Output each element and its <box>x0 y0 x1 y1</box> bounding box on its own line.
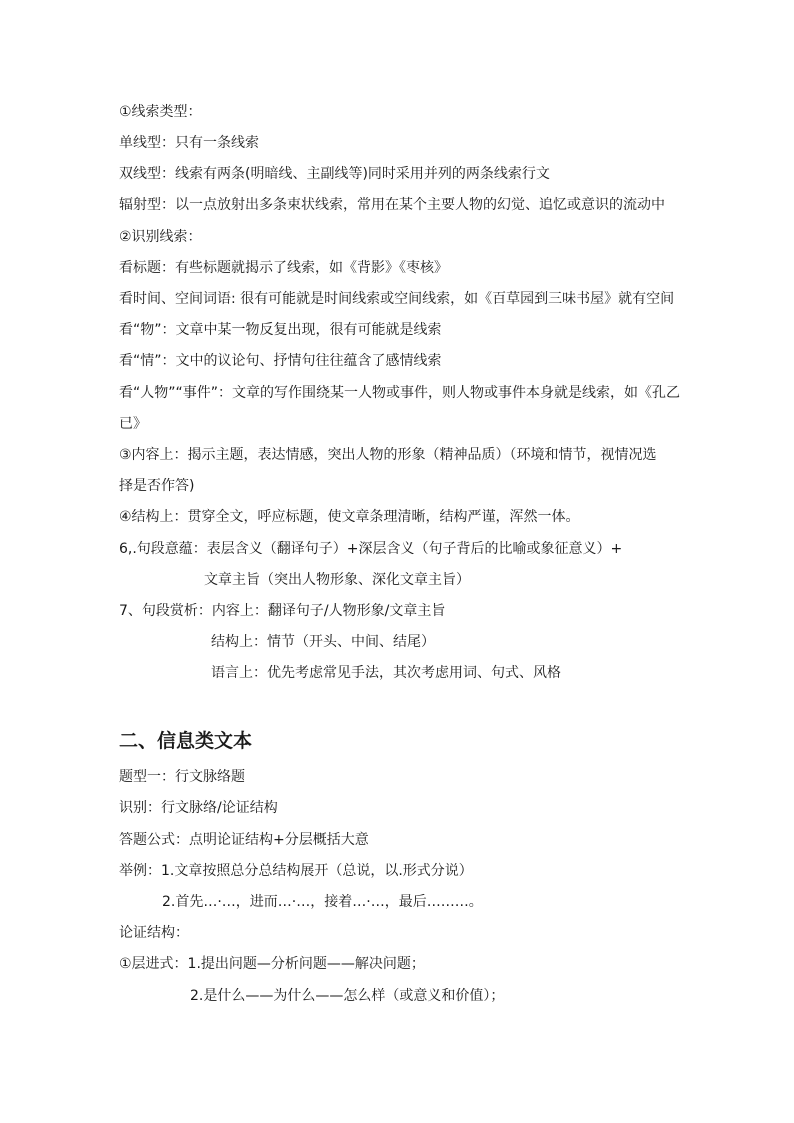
look-at-title: 看标题：有些标题就揭示了线索，如《背影》《枣核》 <box>119 260 448 276</box>
example-line-2: 2.首先…·…，进而…·…，接着…·…，最后………。 <box>162 894 483 910</box>
content-function: ③内容上：揭示主题，表达情感，突出人物的形象（精神品质）（环境和情节，视情况选 <box>119 447 657 463</box>
argument-structure-title: 论证结构： <box>119 925 189 941</box>
sentence-meaning-cont: 文章主旨（突出人物形象、深化文章主旨） <box>204 572 470 588</box>
structure-function: ④结构上：贯穿全文，呼应标题，使文章条理清晰，结构严谨，浑然一体。 <box>119 509 580 525</box>
section-heading: 二、信息类文本 <box>119 730 253 752</box>
question-type-one: 题型一：行文脉络题 <box>119 769 245 785</box>
progressive-structure-1: ①层进式：1.提出问题—分析问题——解决问题； <box>119 956 425 972</box>
look-at-object: 看“物”：文章中某一物反复出现，很有可能就是线索 <box>119 322 442 338</box>
answer-formula: 答题公式：点明论证结构+分层概括大意 <box>119 832 369 848</box>
sentence-appreciation-structure: 结构上：情节（开头、中间、结尾） <box>211 634 435 650</box>
sentence-appreciation-language: 语言上：优先考虑常见手法，其次考虑用词、句式、风格 <box>211 665 561 681</box>
content-function-cont: 择是否作答) <box>119 478 195 494</box>
identify-clues-title: ②识别线索： <box>119 229 202 245</box>
sentence-appreciation: 7、句段赏析：内容上：翻译句子/人物形象/文章主旨 <box>119 603 446 619</box>
identify-line: 识别：行文脉络/论证结构 <box>119 800 278 816</box>
progressive-structure-2: 2.是什么——为什么——怎么样（或意义和价值）； <box>190 988 505 1004</box>
look-at-time-space: 看时间、空间词语: 很有可能就是时间线索或空间线索，如《百草园到三味书屋》就有空间 <box>119 291 675 307</box>
sentence-meaning: 6,.句段意蕴：表层含义（翻译句子）+深层含义（句子背后的比喻或象征意义）+ <box>119 541 623 557</box>
clue-types-title: ①线索类型： <box>119 104 202 120</box>
example-line-1: 举例：1.文章按照总分总结构展开（总说，以.形式分说） <box>119 863 473 879</box>
double-line-type: 双线型：线索有两条(明暗线、主副线等)同时采用并列的两条线索行文 <box>119 166 550 182</box>
single-line-type: 单线型：只有一条线索 <box>119 135 259 151</box>
radial-type: 辐射型：以一点放射出多条束状线索，常用在某个主要人物的幻觉、追忆或意识的流动中 <box>119 197 665 213</box>
look-at-person-event: 看“人物”“事件”：文章的写作围绕某一人物或事件，则人物或事件本身就是线索，如《孔乙 <box>119 385 681 401</box>
look-at-emotion: 看“情”：文中的议论句、抒情句往往蕴含了感情线索 <box>119 353 442 369</box>
look-at-person-event-cont: 已》 <box>119 416 147 432</box>
